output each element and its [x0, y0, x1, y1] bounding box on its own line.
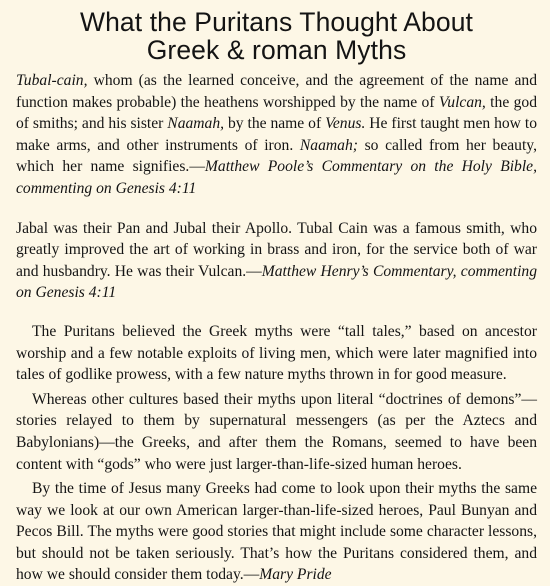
quote-text: the god of smiths; and his sister [16, 93, 537, 133]
quote-text: so called from her beauty, which her name signifies.— [16, 136, 537, 176]
essay-paragraph-2: Whereas other cultures based their myths upon literal “doctrines of demons”—stories relayed to them by supernatural messengers (as per the Aztecs and Babylonians)—the Greeks, and after them the Romans, seemed to have been content with “gods” who were just larger-than-life-sized human heroes. [16, 390, 537, 473]
quote-citation: Matthew Poole’s Commentary on the Holy Bible, commenting on Genesis 4:11 [16, 158, 538, 197]
title-line-2: Greek & roman Myths [146, 35, 407, 65]
quote-text: Jabal was their Pan and Jubal their Apollo. Tubal Cain was a famous smith, who greatly improved the art of working in brass and iron, for the service both of war and husbandry. He was their Vulcan.— [16, 219, 537, 280]
henry-quote [16, 218, 537, 304]
author-signature: Mary Pride [259, 566, 332, 584]
essay-paragraph-1: The Puritans believed the Greek myths were “tall tales,” based on ancestor worship and a few notable exploits of living men, which were later magnified into tales of godlike prowess, with a few nature myths thrown in for good measure. [16, 322, 537, 384]
quote-citation: Matthew Henry’s Commentary, commenting on Genesis 4:11 [16, 262, 537, 302]
name-vulcan: Vulcan, [438, 93, 486, 111]
essay [16, 321, 537, 586]
quote-text: by the name of [224, 115, 326, 133]
page-title [16, 8, 537, 64]
name-naamah: Naamah; [299, 136, 358, 154]
title-line-1: What the Puritans Thought About [79, 7, 473, 37]
quote-text: He first taught men how to make arms, and other instruments of iron. [16, 115, 537, 154]
quote-text: whom (as the learned conceive, and the agreement of the name and function makes probable) the heathens worshipped by the name of [16, 72, 537, 111]
name-tubal-cain: Tubal-cain, [16, 72, 88, 89]
name-naamah: Naamah, [167, 115, 225, 133]
essay-paragraph-3 [16, 478, 537, 586]
essay-text: By the time of Jesus many Greeks had come to look upon their myths the same way we look at our own American larger-than-life-sized heroes, Paul Bunyan and Pecos Bill. The myths were good stories that might include some character lessons, but should not be taken seriously. That’s how the Puritans considered them, and how we should consider them today.— [16, 480, 537, 584]
poole-quote [16, 70, 537, 200]
name-venus: Venus. [325, 115, 366, 133]
